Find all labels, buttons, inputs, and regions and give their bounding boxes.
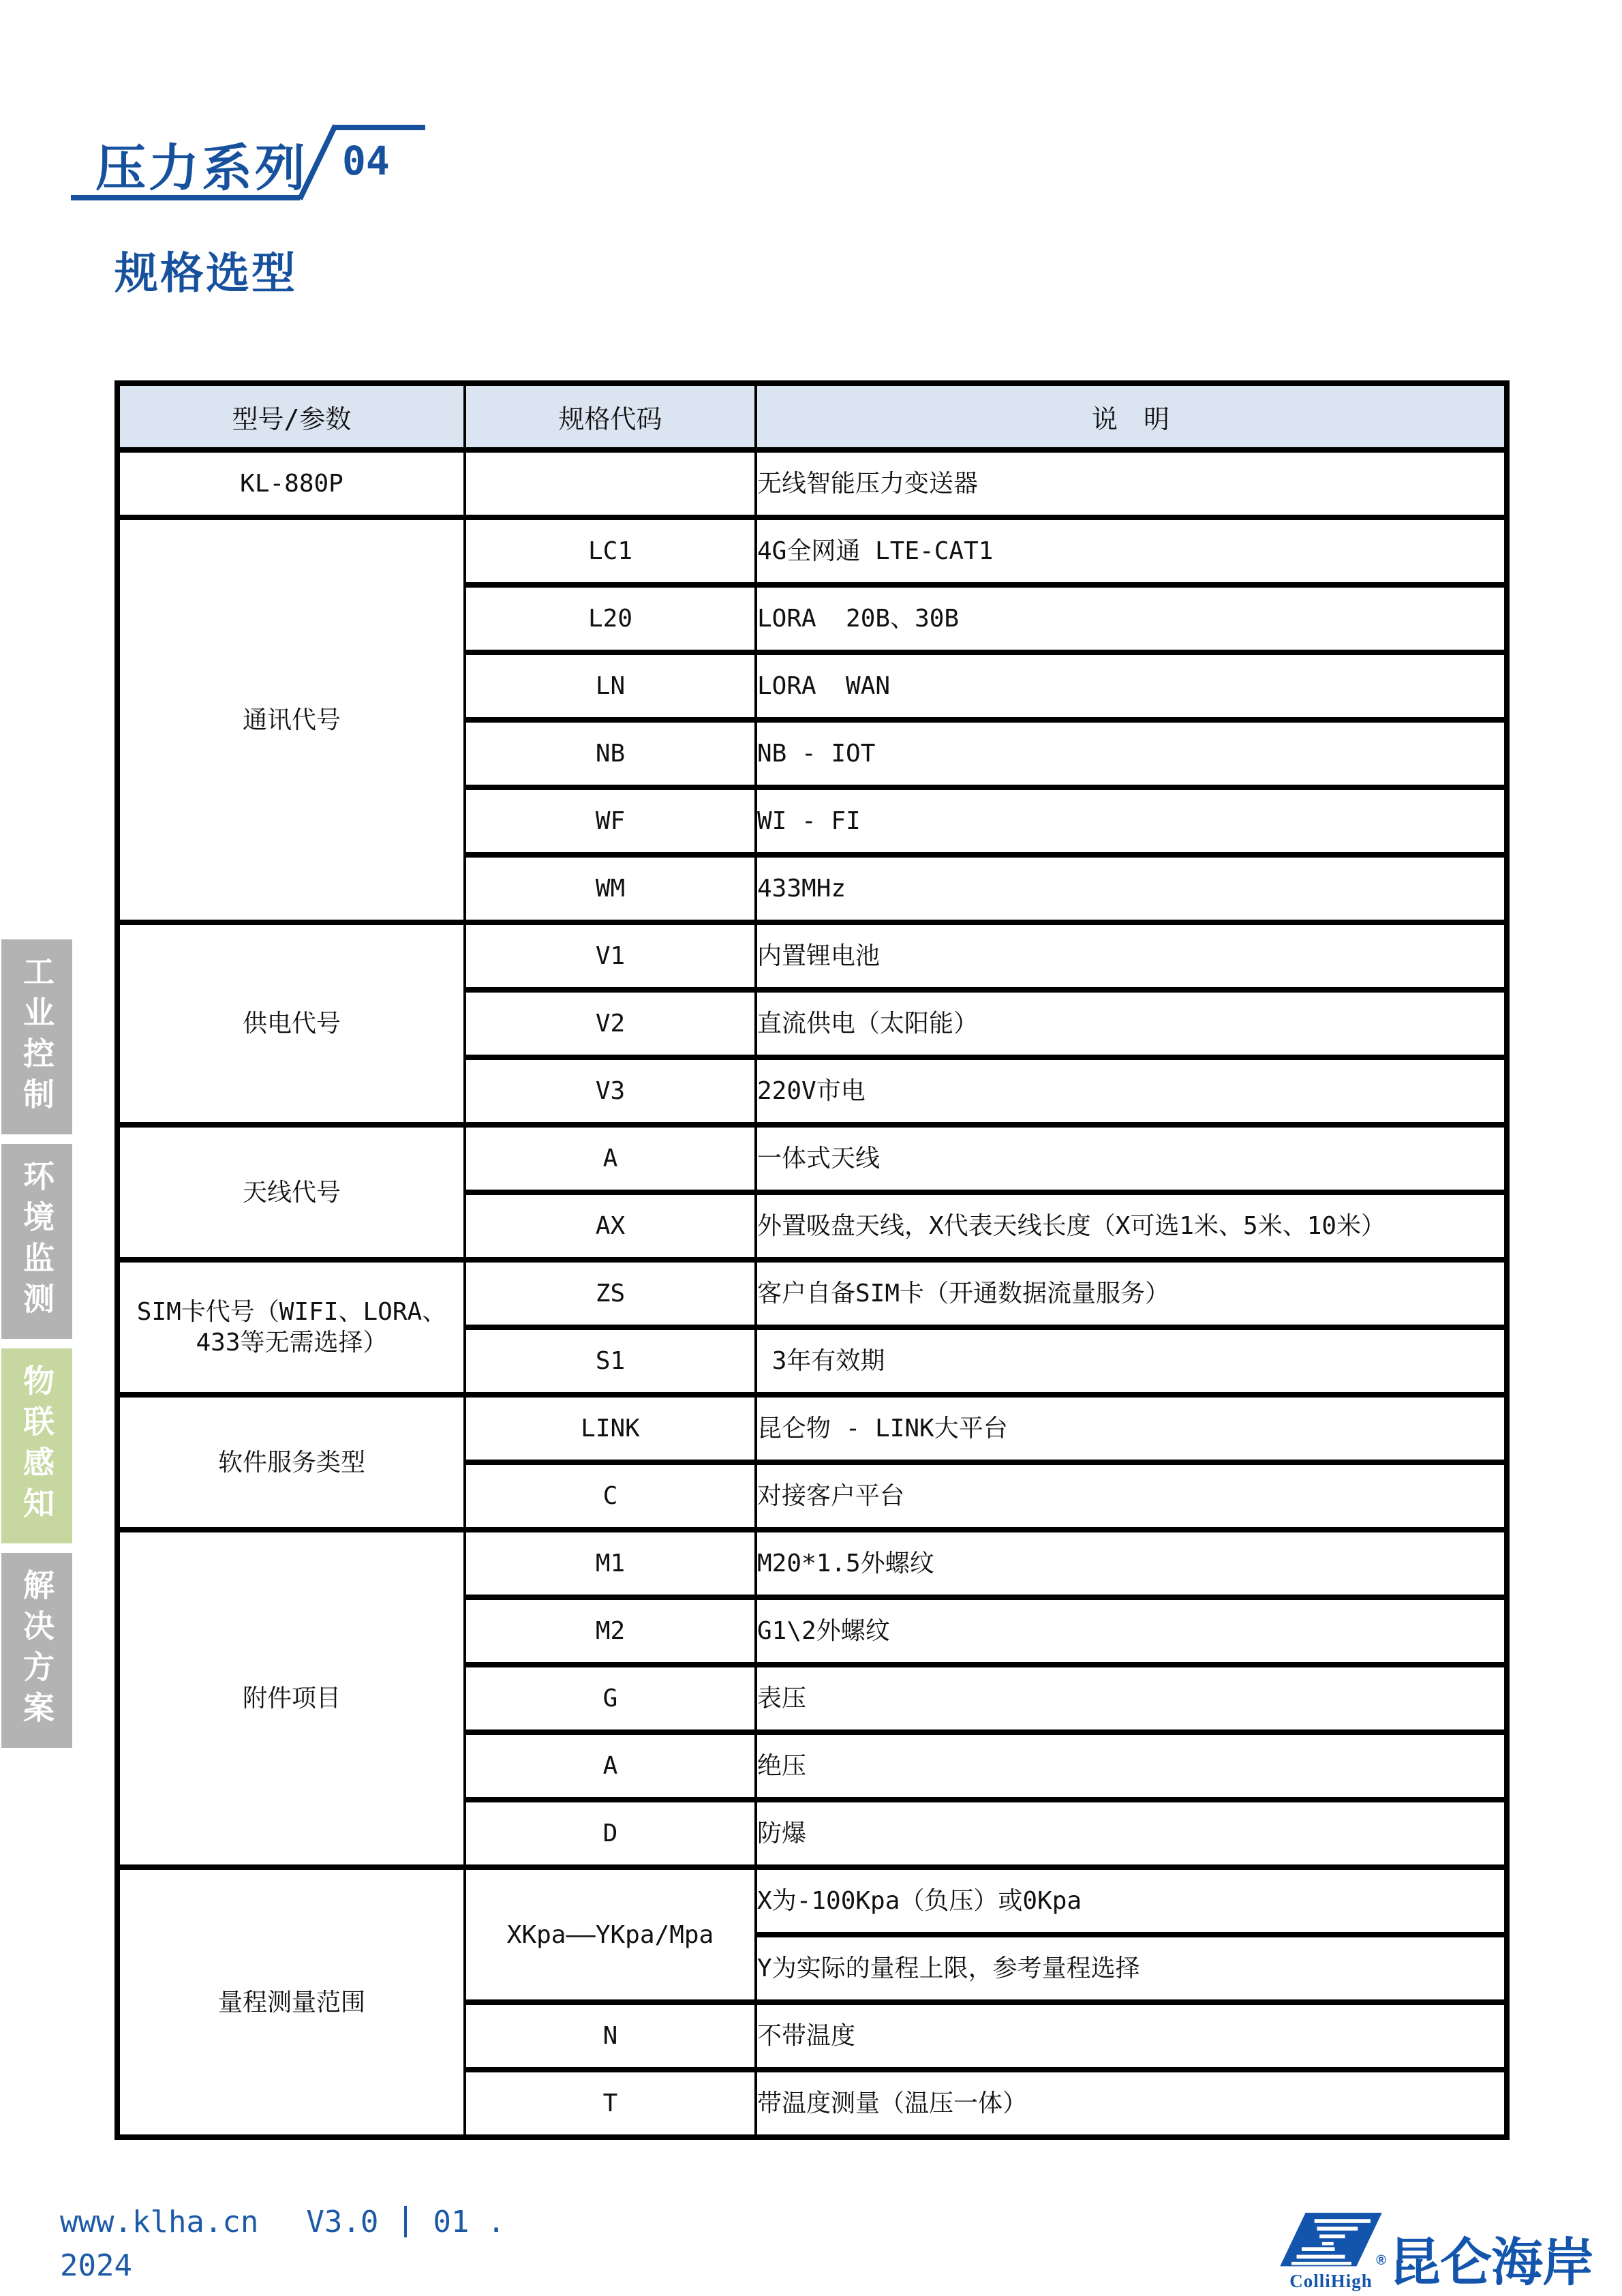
sidebar-item-iot-sensing [1, 1348, 72, 1543]
desc-cell: WI - FI [756, 787, 1507, 855]
desc-cell: 4G全网通 LTE-CAT1 [756, 517, 1507, 585]
code-cell: L20 [465, 585, 756, 652]
logo-text-cn: 昆仑海岸 [1389, 2234, 1593, 2292]
param-cell: 量程测量范围 [117, 1867, 465, 2137]
code-cell [465, 450, 756, 517]
logo-text-en: ColliHigh [1289, 2271, 1373, 2291]
desc-cell: 昆仑物 - LINK大平台 [756, 1395, 1507, 1462]
sidebar-item-label: 工业控制 [19, 955, 55, 1119]
table-row [117, 517, 1507, 585]
table-row [117, 450, 1507, 517]
desc-cell: NB - IOT [756, 720, 1507, 787]
sidebar-item-label: 物联感知 [19, 1364, 55, 1528]
code-cell: C [465, 1462, 756, 1530]
table-row [117, 922, 1507, 990]
table-row [117, 1867, 1507, 1935]
page-footer [60, 2201, 505, 2288]
code-cell: V1 [465, 922, 756, 990]
param-cell: 天线代号 [117, 1125, 465, 1260]
spec-table-body [117, 450, 1507, 2137]
desc-cell: LORA 20B、30B [756, 585, 1507, 652]
footer-year: 2024 [60, 2248, 132, 2283]
code-cell: S1 [465, 1327, 756, 1395]
desc-cell: 表压 [756, 1665, 1507, 1732]
param-cell: KL-880P [117, 450, 465, 517]
desc-cell: Y为实际的量程上限，参考量程选择 [756, 1935, 1507, 2002]
sidebar-item-industrial-control [1, 939, 72, 1134]
desc-cell: 无线智能压力变送器 [756, 450, 1507, 517]
param-cell: SIM卡代号（WIFI、LORA、433等无需选择） [117, 1260, 465, 1395]
table-row [117, 1260, 1507, 1327]
sidebar-item-label: 环境监测 [19, 1160, 55, 1323]
desc-cell: 内置锂电池 [756, 922, 1507, 990]
footer-version: V3.0 [306, 2205, 379, 2239]
table-row [117, 1125, 1507, 1192]
code-cell: A [465, 1125, 756, 1192]
code-cell: LC1 [465, 517, 756, 585]
footer-divider [404, 2206, 407, 2237]
section-title: 规格选型 [114, 249, 297, 298]
footer-issue: 01 . [433, 2205, 506, 2239]
company-logo [1280, 2211, 1593, 2295]
column-header: 规格代码 [465, 383, 756, 450]
code-cell: A [465, 1732, 756, 1800]
desc-cell: 不带温度 [756, 2002, 1507, 2070]
param-cell: 附件项目 [117, 1530, 465, 1867]
desc-cell: 带温度测量（温压一体） [756, 2070, 1507, 2137]
code-cell: LINK [465, 1395, 756, 1462]
desc-cell: 对接客户平台 [756, 1462, 1507, 1530]
desc-cell: G1\2外螺纹 [756, 1597, 1507, 1665]
logo-icon-wrap [1280, 2211, 1386, 2292]
param-cell: 通讯代号 [117, 517, 465, 922]
code-cell: V3 [465, 1057, 756, 1125]
sidebar [1, 939, 72, 1748]
code-cell: D [465, 1800, 756, 1867]
code-cell: N [465, 2002, 756, 2070]
desc-cell: 绝压 [756, 1732, 1507, 1800]
code-cell: ZS [465, 1260, 756, 1327]
desc-cell: 直流供电（太阳能） [756, 990, 1507, 1057]
code-cell: AX [465, 1192, 756, 1260]
column-header: 型号/参数 [117, 383, 465, 450]
desc-cell: 3年有效期 [756, 1327, 1507, 1395]
table-row [117, 1530, 1507, 1597]
desc-cell: X为-100Kpa（负压）或0Kpa [756, 1867, 1507, 1935]
desc-cell: M20*1.5外螺纹 [756, 1530, 1507, 1597]
param-cell: 软件服务类型 [117, 1395, 465, 1530]
sidebar-item-solutions [1, 1553, 72, 1748]
code-cell: LN [465, 652, 756, 720]
desc-cell: 防爆 [756, 1800, 1507, 1867]
code-cell: NB [465, 720, 756, 787]
desc-cell: LORA WAN [756, 652, 1507, 720]
code-cell: M1 [465, 1530, 756, 1597]
code-cell: G [465, 1665, 756, 1732]
desc-cell: 客户自备SIM卡（开通数据流量服务） [756, 1260, 1507, 1327]
code-cell: WF [465, 787, 756, 855]
param-cell: 供电代号 [117, 922, 465, 1125]
footer-website: www.klha.cn [60, 2205, 259, 2239]
collihigh-logo-icon [1280, 2211, 1382, 2270]
sidebar-item-label: 解决方案 [19, 1569, 55, 1732]
desc-cell: 220V市电 [756, 1057, 1507, 1125]
page-number: 04 [342, 138, 390, 184]
spec-table [114, 380, 1510, 2140]
spec-table-head [117, 383, 1507, 450]
code-cell: V2 [465, 990, 756, 1057]
table-row [117, 1395, 1507, 1462]
code-cell: XKpa——YKpa/Mpa [465, 1867, 756, 2002]
code-cell: M2 [465, 1597, 756, 1665]
header-row [117, 383, 1507, 450]
registered-mark: ® [1376, 2253, 1386, 2268]
desc-cell: 433MHz [756, 855, 1507, 922]
series-title: 压力系列 [95, 140, 308, 196]
column-header: 说 明 [756, 383, 1507, 450]
code-cell: T [465, 2070, 756, 2137]
sidebar-item-environment-monitoring [1, 1144, 72, 1339]
code-cell: WM [465, 855, 756, 922]
desc-cell: 一体式天线 [756, 1125, 1507, 1192]
desc-cell: 外置吸盘天线，X代表天线长度（X可选1米、5米、10米） [756, 1192, 1507, 1260]
